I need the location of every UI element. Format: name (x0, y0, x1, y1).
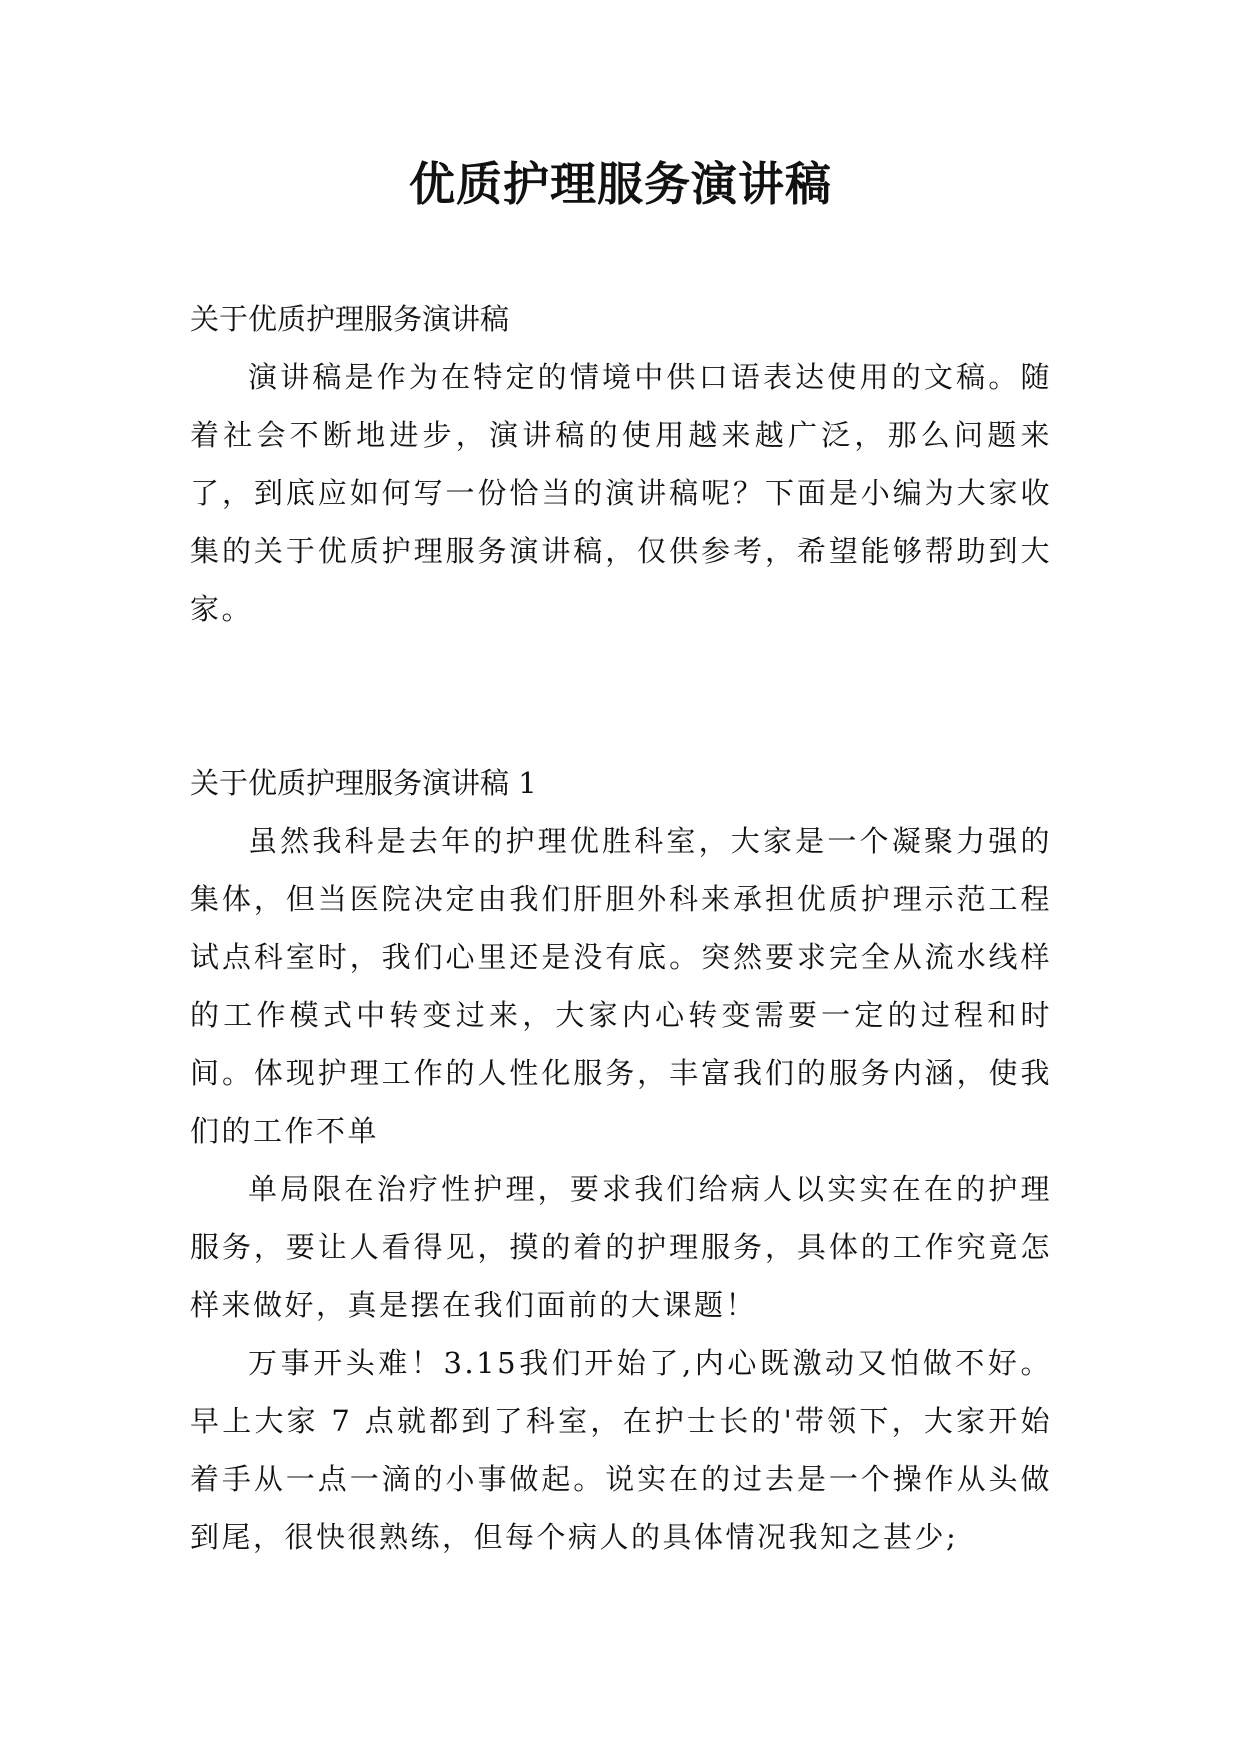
section1-paragraph-2: 单局限在治疗性护理，要求我们给病人以实实在在的护理服务，要让人看得见，摸的着的护理服务，具体的工作究竟怎样来做好，真是摆在我们面前的大课题！ (190, 1172, 1052, 1322)
section1-paragraph-3: 万事开头难！3.15我们开始了,内心既激动又怕做不好。早上大家 7 点就都到了科室，在护士长的'带领下，大家开始着手从一点一滴的小事做起。说实在的过去是一个操作从头做到尾，很快很熟练，但每个病人的具体情况我知之甚少; (190, 1346, 1052, 1554)
intro-paragraph: 演讲稿是作为在特定的情境中供口语表达使用的文稿。随着社会不断地进步，演讲稿的使用越来越广泛，那么问题来了，到底应如何写一份恰当的演讲稿呢？下面是小编为大家收集的关于优质护理服务演讲稿，仅供参考，希望能够帮助到大家。 (190, 360, 1052, 626)
document-title: 优质护理服务演讲稿 (409, 157, 832, 211)
section1-paragraph-1: 虽然我科是去年的护理优胜科室，大家是一个凝聚力强的集体，但当医院决定由我们肝胆外科来承担优质护理示范工程试点科室时，我们心里还是没有底。突然要求完全从流水线样的工作模式中转变过来，大家内心转变需要一定的过程和时间。体现护理工作的人性化服务，丰富我们的服务内涵，使我们的工作不单 (190, 824, 1052, 1148)
section-gap (190, 638, 1052, 754)
intro-heading: 关于优质护理服务演讲稿 (190, 302, 510, 336)
section1-heading: 关于优质护理服务演讲稿 1 (190, 766, 537, 800)
document-body (190, 290, 1052, 1566)
